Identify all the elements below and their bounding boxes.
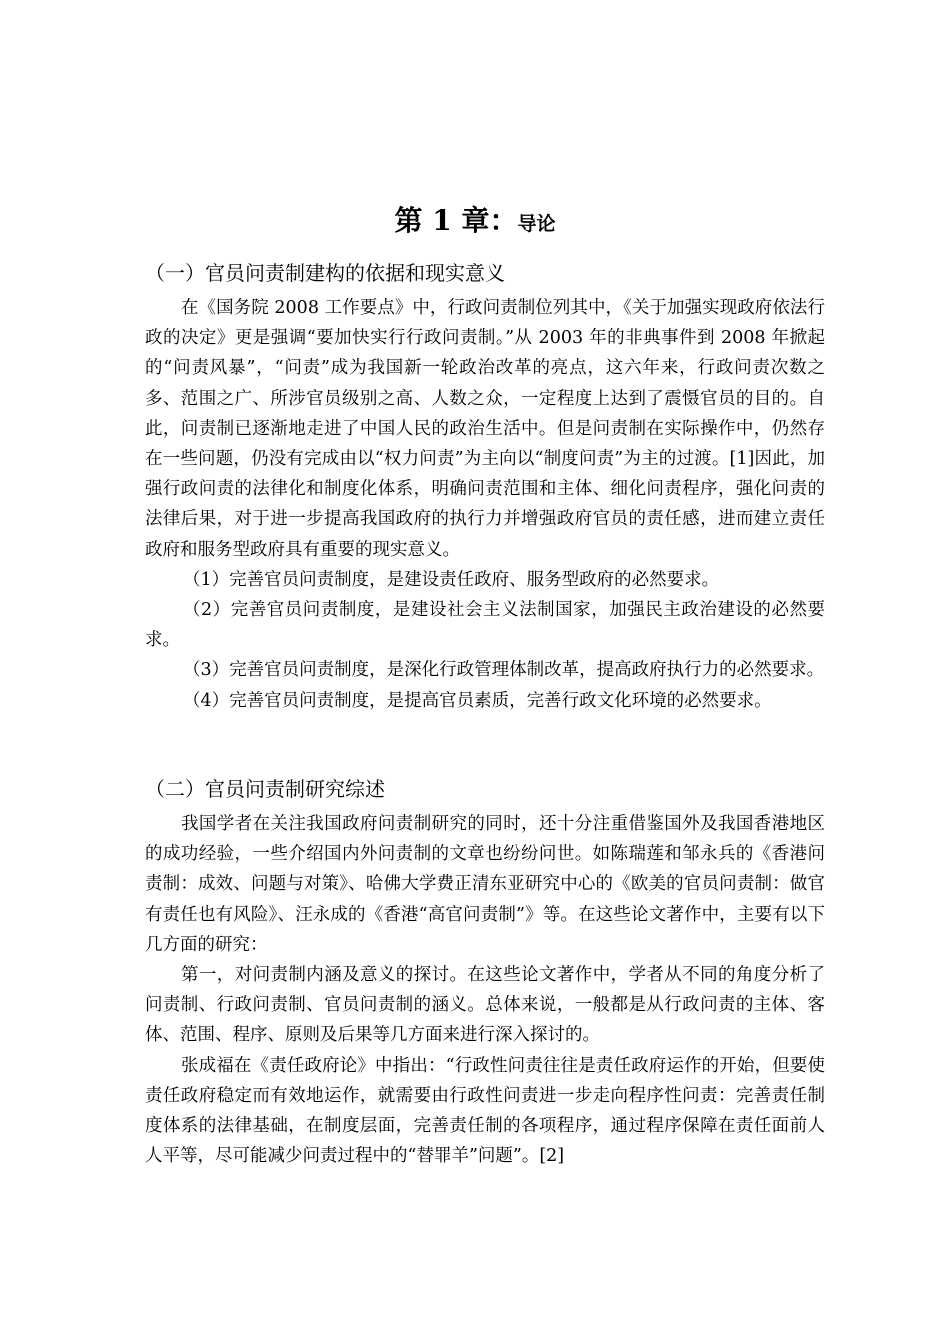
list-item: （4）完善官员问责制度，是提高官员素质，完善行政文化环境的必然要求。 bbox=[183, 690, 772, 711]
body-paragraph: 第一，对问责制内涵及意义的探讨。在这些论文著作中，学者从不同的角度分析了问责制、行政问责制、官员问责制的涵义。总体来说，一般都是从行政问责的主体、客体、范围、程序、原则及后果等几方面来进行深入探讨的。 bbox=[145, 965, 825, 1046]
list-item: （1）完善官员问责制度，是建设责任政府、服务型政府的必然要求。 bbox=[183, 569, 720, 590]
body-paragraph: 张成福在《责任政府论》中指出：“行政性问责往往是责任政府运作的开始，但要使责任政府稳定而有效地运作，就需要由行政性问责进一步走向程序性问责：完善责任制度体系的法律基础，在制度层面，完善责任制的各项程序，通过程序保障在责任面前人人平等，尽可能减少问责过程中的“替罪羊”问题”。[2] bbox=[145, 1055, 825, 1167]
list-item: （3）完善官员问责制度，是深化行政管理体制改革，提高政府执行力的必然要求。 bbox=[183, 660, 825, 681]
section-heading-1: （一）官员问责制建构的依据和现实意义 bbox=[145, 261, 505, 285]
section-heading-2: （二）官员问责制研究综述 bbox=[145, 777, 385, 801]
body-paragraph: 我国学者在关注我国政府问责制研究的同时，还十分注重借鉴国外及我国香港地区的成功经验，一些介绍国内外问责制的文章也纷纷问世。如陈瑞莲和邹永兵的《香港问责制：成效、问题与对策》、哈佛大学费正清东亚研究中心的《欧美的官员问责制：做官有责任也有风险》、汪永成的《香港“高官问责制”》等。在这些论文著作中，主要有以下几方面的研究： bbox=[145, 814, 825, 955]
section-1-body bbox=[145, 293, 825, 716]
list-item: （2）完善官员问责制度，是建设社会主义法制国家，加强民主政治建设的必然要求。 bbox=[145, 600, 825, 651]
section-2-body bbox=[145, 809, 825, 1171]
chapter-title bbox=[0, 201, 950, 245]
chapter-number: 第 1 章： bbox=[394, 204, 518, 237]
chapter-name: 导论 bbox=[517, 213, 556, 235]
section-1-intro-paragraph: 在《国务院 2008 工作要点》中，行政问责制位列其中，《关于加强实现政府依法行政的决定》更是强调“要加快实行行政问责制。”从 2003 年的非典事件到 2008 年掀起的“问责风暴”，“问责”成为我国新一轮政治改革的亮点，这六年来，行政问责次数之多、范围之广、所涉官员级别之高、人数之众，一定程度上达到了震慑官员的目的。自此，问责制已逐渐地走进了中国人民的政治生活中。但是问责制在实际操作中，仍然存在一些问题，仍没有完成由以“权力问责”为主向以“制度问责”为主的过渡。[1]因此，加强行政问责的法律化和制度化体系，明确问责范围和主体、细化问责程序，强化问责的法律后果，对于进一步提高我国政府的执行力并增强政府官员的责任感，进而建立责任政府和服务型政府具有重要的现实意义。 bbox=[145, 298, 825, 560]
